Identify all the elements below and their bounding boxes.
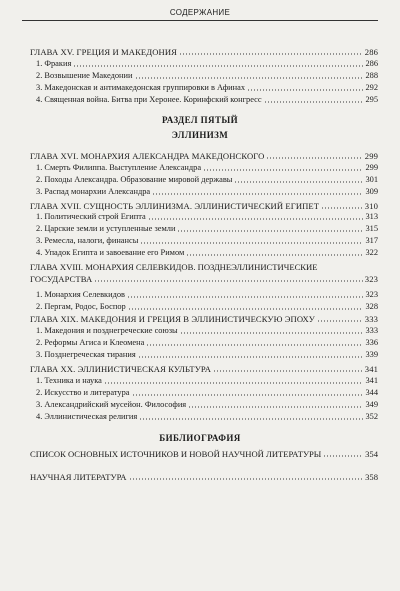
toc-section-entry: [36, 163, 378, 173]
entry-title: 2. Походы Александра. Образование мировой державы: [36, 175, 233, 184]
page-number: 299: [365, 163, 378, 172]
dot-leader: [152, 193, 363, 195]
entry-title: 3. Македонская и антимакедонская группировки в Афинах: [36, 83, 246, 92]
toc-chapter-entry: [30, 364, 378, 374]
dot-leader: [323, 455, 363, 457]
page-number: 358: [365, 472, 378, 482]
dot-leader: [247, 89, 363, 91]
entry-title: 1. Македония и позднегреческие союзы: [36, 326, 178, 335]
toc-section-entry: [36, 187, 378, 197]
toc-chapter-entry: [30, 274, 378, 284]
entry-title: 1. Смерть Филиппа. Выступление Александра: [36, 163, 202, 172]
dot-leader: [234, 181, 363, 183]
entry-title: ГЛАВА XVII. СУЩНОСТЬ ЭЛЛИНИЗМА. ЭЛЛИНИСТИЧЕСКИЙ ЕГИПЕТ: [30, 201, 320, 211]
dot-leader: [73, 65, 363, 67]
dot-leader: [317, 320, 363, 322]
dot-leader: [186, 254, 363, 256]
toc-section-entry: [36, 302, 378, 312]
dot-leader: [264, 101, 364, 103]
page-number: 295: [365, 95, 378, 104]
entry-title: 2. Возвышение Македонии: [36, 71, 133, 80]
page-number: 315: [365, 224, 378, 233]
dot-leader: [139, 418, 363, 420]
dot-leader: [104, 382, 364, 384]
toc-section-entry: [36, 95, 378, 105]
page-number: 292: [365, 83, 378, 92]
toc-section-entry: [36, 83, 378, 93]
toc-chapter-entry: [30, 314, 378, 324]
dot-leader: [266, 157, 362, 159]
toc-section-entry: [36, 59, 378, 69]
dot-leader: [135, 77, 364, 79]
page-number: 286: [364, 47, 378, 57]
entry-title: ГЛАВА XX. ЭЛЛИНИСТИЧЕСКАЯ КУЛЬТУРА: [30, 364, 211, 374]
entry-title: 2. Пергам, Родос, Боспор: [36, 302, 126, 311]
page-number: 301: [365, 175, 378, 184]
entry-title: 4. Священная война. Битва при Херонее. Коринфский конгресс: [36, 95, 262, 104]
toc-section-entry: [36, 376, 378, 386]
entry-title: 1. Монархия Селевкидов: [36, 290, 126, 299]
page-number: 299: [364, 151, 378, 161]
header-rule: [22, 20, 378, 21]
toc-section-entry: [36, 338, 378, 348]
dot-leader: [132, 394, 364, 396]
page-number: 333: [365, 326, 378, 335]
page-number: 322: [365, 248, 378, 257]
page-number: 323: [364, 274, 378, 284]
toc-section-entry: [36, 248, 378, 258]
dot-leader: [148, 218, 364, 220]
page-number: 323: [365, 290, 378, 299]
entry-title: 2. Искусство и литература: [36, 388, 130, 397]
dot-leader: [203, 169, 363, 171]
entry-title: 1. Фракия: [36, 59, 72, 68]
dot-leader: [94, 280, 362, 282]
toc-section-entry: [36, 388, 378, 398]
entry-title: 3. Позднегреческая тирания: [36, 350, 136, 359]
section-heading: РАЗДЕЛ ПЯТЫЙ: [162, 115, 238, 125]
dot-leader: [140, 242, 363, 244]
toc-chapter-entry: [30, 151, 378, 161]
dot-leader: [321, 207, 363, 209]
toc-section-entry: [36, 224, 378, 234]
dot-leader: [138, 356, 364, 358]
page-number: 309: [365, 187, 378, 196]
dot-leader: [213, 370, 363, 372]
toc-section-entry: [36, 290, 378, 300]
entry-title: ГОСУДАРСТВА: [30, 274, 93, 284]
entry-title: 3. Распад монархии Александра: [36, 187, 151, 196]
page-number: 328: [365, 302, 378, 311]
dot-leader: [179, 53, 363, 55]
entry-title: 2. Реформы Агиса и Клеомена: [36, 338, 145, 347]
toc-section-entry: [36, 326, 378, 336]
entry-title: 1. Политический строй Египта: [36, 212, 146, 221]
page-number: 313: [365, 212, 378, 221]
entry-title: СПИСОК ОСНОВНЫХ ИСТОЧНИКОВ И НОВОЙ НАУЧНОЙ ЛИТЕРАТУРЫ: [30, 449, 322, 459]
page-number: 341: [365, 376, 378, 385]
entry-title: ГЛАВА XVI. МОНАРХИЯ АЛЕКСАНДРА МАКЕДОНСКОГО: [30, 151, 265, 161]
toc-section-entry: [36, 212, 378, 222]
entry-title: 2. Царские земли и уступленные земли: [36, 224, 176, 233]
entry-title: ГЛАВА XIX. МАКЕДОНИЯ И ГРЕЦИЯ В ЭЛЛИНИСТИЧЕСКУЮ ЭПОХУ: [30, 314, 315, 324]
page-number: 352: [365, 412, 378, 421]
entry-title: ГЛАВА XV. ГРЕЦИЯ И МАКЕДОНИЯ: [30, 47, 177, 57]
toc-bibliography-entry: [30, 472, 378, 482]
entry-title: НАУЧНАЯ ЛИТЕРАТУРА: [30, 472, 127, 482]
dot-leader: [129, 478, 364, 480]
toc-chapter-entry: [30, 47, 378, 57]
dot-leader: [128, 308, 364, 310]
toc-section-entry: [36, 71, 378, 81]
toc-bibliography-entry: [30, 449, 378, 459]
toc-section-entry: [36, 175, 378, 185]
entry-title: 4. Упадок Египта и завоевание его Римом: [36, 248, 185, 257]
dot-leader: [127, 296, 363, 298]
toc-chapter-entry: [30, 201, 378, 211]
page-number: 354: [365, 449, 378, 459]
section-heading: ЭЛЛИНИЗМ: [171, 130, 229, 140]
dot-leader: [188, 406, 363, 408]
entry-title: 4. Эллинистическая религия: [36, 412, 138, 421]
page-number: 336: [365, 338, 378, 347]
page-number: 333: [364, 314, 378, 324]
page-number: 286: [365, 59, 378, 68]
toc-section-entry: [36, 236, 378, 246]
entry-title: 1. Техника и наука: [36, 376, 102, 385]
toc-section-entry: [36, 350, 378, 360]
page-number: 341: [364, 364, 378, 374]
page-number: 288: [365, 71, 378, 80]
entry-title: 3. Александрийский мусейон. Философия: [36, 400, 187, 409]
page-number: 310: [364, 201, 378, 211]
page-header: СОДЕРЖАНИЕ: [169, 8, 231, 17]
toc-section-entry: [36, 400, 378, 410]
section-heading: БИБЛИОГРАФИЯ: [159, 433, 241, 443]
toc-section-entry: [36, 412, 378, 422]
dot-leader: [177, 230, 363, 232]
page-number: 349: [365, 400, 378, 409]
page-number: 344: [365, 388, 378, 397]
dot-leader: [146, 344, 363, 346]
page-number: 339: [365, 350, 378, 359]
dot-leader: [180, 332, 364, 334]
chapter-title-line: ГЛАВА XVIII. МОНАРХИЯ СЕЛЕВКИДОВ. ПОЗДНЕЭЛЛИНИСТИЧЕСКИЕ: [30, 262, 318, 272]
entry-title: 3. Ремесла, налоги, финансы: [36, 236, 139, 245]
page-number: 317: [365, 236, 378, 245]
